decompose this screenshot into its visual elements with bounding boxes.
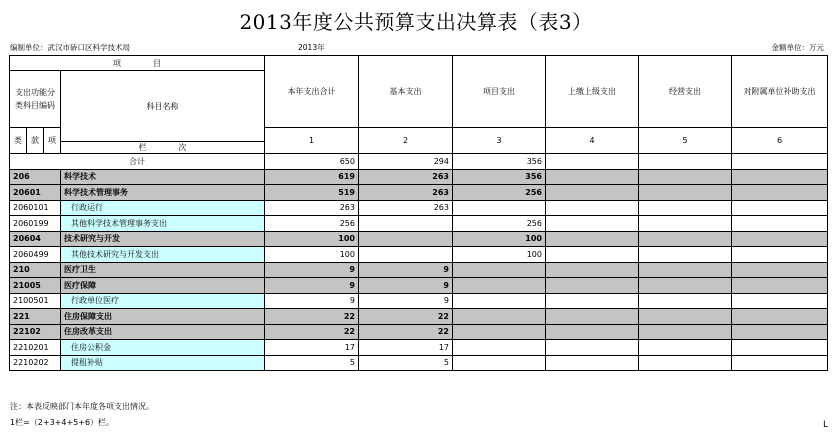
amount-cell-col-6 — [732, 355, 828, 371]
subject-name: 科学技术 — [61, 169, 265, 185]
amount-cell-col-3: 256 — [453, 185, 546, 201]
table-row — [10, 231, 828, 247]
amount-cell-col-2: 5 — [359, 355, 453, 371]
header-col-5: 经营支出 — [639, 56, 732, 128]
col-num-3: 3 — [453, 128, 546, 154]
org-label: 编制单位：武汉市硚口区科学技术局 — [10, 43, 130, 52]
table-row — [10, 278, 828, 294]
amount-cell-col-1: 100 — [265, 231, 359, 247]
header-col-6: 对附属单位补助支出 — [732, 56, 828, 128]
amount-cell-col-4 — [546, 262, 639, 278]
col-num-4: 4 — [546, 128, 639, 154]
amount-cell-col-3 — [453, 355, 546, 371]
amount-cell-col-4 — [546, 278, 639, 294]
subject-code: 221 — [10, 309, 61, 325]
amount-cell-col-4 — [546, 293, 639, 309]
amount-cell-col-1: 619 — [265, 169, 359, 185]
amount-cell-col-1: 9 — [265, 262, 359, 278]
table-row — [10, 355, 828, 371]
table-row — [10, 200, 828, 216]
header-xiang: 项 — [44, 128, 61, 154]
total-label: 合计 — [10, 154, 265, 170]
amount-cell-col-4 — [546, 154, 639, 170]
amount-cell-col-1: 5 — [265, 355, 359, 371]
amount-cell-col-2 — [359, 247, 453, 263]
note-line-2: 1栏=（2+3+4+5+6）栏。 — [10, 418, 115, 427]
header-name-label: 科目名称 — [61, 71, 265, 142]
amount-cell-col-6 — [732, 169, 828, 185]
year-label: 2013年 — [298, 43, 325, 52]
amount-cell-col-6 — [732, 278, 828, 294]
amount-cell-col-5 — [639, 309, 732, 325]
header-col-2: 基本支出 — [359, 56, 453, 128]
amount-cell-col-5 — [639, 293, 732, 309]
amount-cell-col-4 — [546, 231, 639, 247]
amount-cell-col-3: 100 — [453, 231, 546, 247]
amount-cell-col-6 — [732, 247, 828, 263]
amount-cell-col-1: 9 — [265, 293, 359, 309]
table-row — [10, 154, 828, 170]
amount-cell-col-5 — [639, 278, 732, 294]
amount-cell-col-2: 22 — [359, 324, 453, 340]
amount-cell-col-3 — [453, 262, 546, 278]
header-col-4: 上缴上级支出 — [546, 56, 639, 128]
amount-cell-col-6 — [732, 231, 828, 247]
subject-name: 提租补贴 — [61, 355, 265, 371]
amount-cell-col-3: 256 — [453, 216, 546, 232]
table-row — [10, 185, 828, 201]
amount-cell-col-5 — [639, 355, 732, 371]
amount-cell-col-4 — [546, 355, 639, 371]
header-kuan: 款 — [27, 128, 44, 154]
subject-name: 科学技术管理事务 — [61, 185, 265, 201]
subject-name: 行政运行 — [61, 200, 265, 216]
note-line-1: 注：本表反映部门本年度各项支出情况。 — [10, 402, 154, 411]
amount-cell-col-5 — [639, 200, 732, 216]
amount-cell-col-4 — [546, 247, 639, 263]
amount-cell-col-1: 22 — [265, 309, 359, 325]
amount-cell-col-1: 22 — [265, 324, 359, 340]
amount-cell-col-5 — [639, 340, 732, 356]
amount-cell-col-1: 519 — [265, 185, 359, 201]
subject-code: 2210201 — [10, 340, 61, 356]
amount-cell-col-5 — [639, 247, 732, 263]
amount-cell-col-6 — [732, 185, 828, 201]
header-group: 项 目 — [10, 56, 265, 71]
amount-cell-col-3 — [453, 200, 546, 216]
subject-name: 医疗卫生 — [61, 262, 265, 278]
amount-cell-col-2: 263 — [359, 200, 453, 216]
header-col-1: 本年支出合计 — [265, 56, 359, 128]
amount-cell-col-1: 256 — [265, 216, 359, 232]
subject-code: 20601 — [10, 185, 61, 201]
subject-code: 2060101 — [10, 200, 61, 216]
amount-cell-col-3: 356 — [453, 154, 546, 170]
amount-cell-col-3 — [453, 309, 546, 325]
col-num-2: 2 — [359, 128, 453, 154]
col-num-5: 5 — [639, 128, 732, 154]
amount-cell-col-1: 100 — [265, 247, 359, 263]
subject-code: 2060499 — [10, 247, 61, 263]
subject-code: 21005 — [10, 278, 61, 294]
amount-cell-col-6 — [732, 154, 828, 170]
amount-cell-col-6 — [732, 340, 828, 356]
amount-cell-col-5 — [639, 231, 732, 247]
amount-cell-col-1: 17 — [265, 340, 359, 356]
unit-label: 金额单位：万元 — [771, 43, 824, 52]
amount-cell-col-4 — [546, 169, 639, 185]
table-row — [10, 247, 828, 263]
amount-cell-col-2: 9 — [359, 278, 453, 294]
amount-cell-col-3: 356 — [453, 169, 546, 185]
subject-code: 2210202 — [10, 355, 61, 371]
table-row — [10, 262, 828, 278]
amount-cell-col-4 — [546, 309, 639, 325]
amount-cell-col-6 — [732, 200, 828, 216]
header-code-label: 支出功能分类科目编码 — [10, 71, 61, 128]
amount-cell-col-6 — [732, 262, 828, 278]
subject-code: 20604 — [10, 231, 61, 247]
amount-cell-col-2 — [359, 216, 453, 232]
table-row — [10, 309, 828, 325]
amount-cell-col-3 — [453, 278, 546, 294]
amount-cell-col-3: 100 — [453, 247, 546, 263]
amount-cell-col-3 — [453, 340, 546, 356]
table-row — [10, 169, 828, 185]
subject-code: 2060199 — [10, 216, 61, 232]
header-col-3: 项目支出 — [453, 56, 546, 128]
subject-code: 210 — [10, 262, 61, 278]
amount-cell-col-2: 22 — [359, 309, 453, 325]
amount-cell-col-2 — [359, 231, 453, 247]
amount-cell-col-4 — [546, 216, 639, 232]
expenditure-table — [9, 55, 828, 371]
table-row — [10, 324, 828, 340]
amount-cell-col-2: 17 — [359, 340, 453, 356]
table-row — [10, 216, 828, 232]
amount-cell-col-6 — [732, 216, 828, 232]
subject-name: 住房公积金 — [61, 340, 265, 356]
table-row — [10, 293, 828, 309]
amount-cell-col-4 — [546, 340, 639, 356]
page-title: 2013年度公共预算支出决算表（表3） — [239, 10, 593, 34]
amount-cell-col-4 — [546, 324, 639, 340]
amount-cell-col-5 — [639, 154, 732, 170]
amount-cell-col-2: 263 — [359, 185, 453, 201]
amount-cell-col-5 — [639, 262, 732, 278]
subject-code: 2100501 — [10, 293, 61, 309]
amount-cell-col-2: 294 — [359, 154, 453, 170]
amount-cell-col-5 — [639, 169, 732, 185]
subject-code: 22102 — [10, 324, 61, 340]
amount-cell-col-4 — [546, 200, 639, 216]
amount-cell-col-6 — [732, 309, 828, 325]
amount-cell-col-5 — [639, 185, 732, 201]
amount-cell-col-3 — [453, 324, 546, 340]
amount-cell-col-2: 263 — [359, 169, 453, 185]
amount-cell-col-1: 9 — [265, 278, 359, 294]
corner-mark: L — [822, 420, 828, 430]
subject-code: 206 — [10, 169, 61, 185]
amount-cell-col-6 — [732, 293, 828, 309]
amount-cell-col-1: 263 — [265, 200, 359, 216]
amount-cell-col-5 — [639, 324, 732, 340]
subject-name: 住房保障支出 — [61, 309, 265, 325]
amount-cell-col-2: 9 — [359, 293, 453, 309]
col-num-6: 6 — [732, 128, 828, 154]
amount-cell-col-1: 650 — [265, 154, 359, 170]
col-num-1: 1 — [265, 128, 359, 154]
subject-name: 住房改革支出 — [61, 324, 265, 340]
amount-cell-col-6 — [732, 324, 828, 340]
header-lanci: 栏 次 — [61, 142, 265, 154]
amount-cell-col-3 — [453, 293, 546, 309]
amount-cell-col-2: 9 — [359, 262, 453, 278]
subject-name: 技术研究与开发 — [61, 231, 265, 247]
subject-name: 医疗保障 — [61, 278, 265, 294]
amount-cell-col-5 — [639, 216, 732, 232]
header-lei: 类 — [10, 128, 27, 154]
subject-name: 行政单位医疗 — [61, 293, 265, 309]
subject-name: 其他科学技术管理事务支出 — [61, 216, 265, 232]
amount-cell-col-4 — [546, 185, 639, 201]
table-row — [10, 340, 828, 356]
subject-name: 其他技术研究与开发支出 — [61, 247, 265, 263]
